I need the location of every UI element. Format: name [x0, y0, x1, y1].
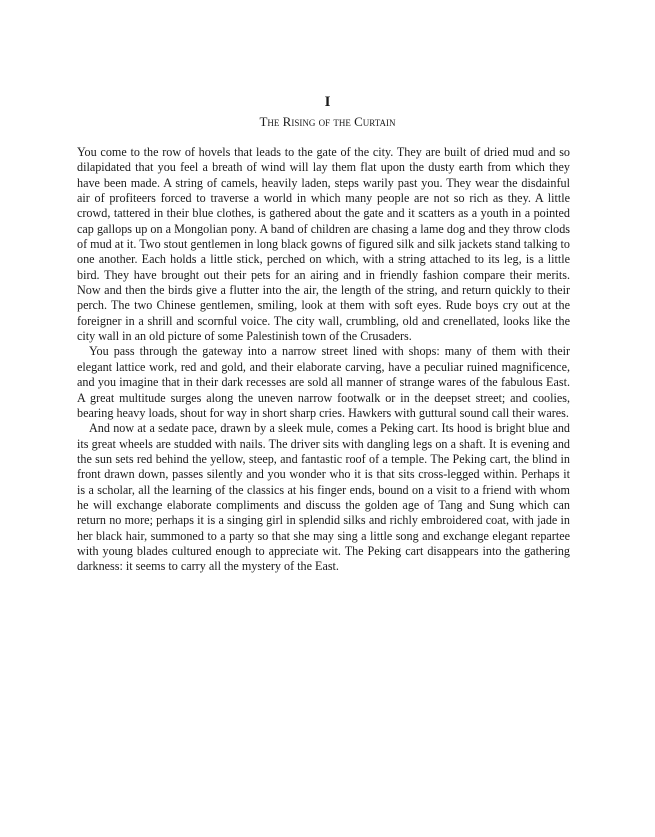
paragraph-1: You come to the row of hovels that leads to the gate of the city. They are built of dried mud and so dilapidated that you feel a breath of wind will lay them flat upon the dusty earth from which they have been made. A string of camels, heavily laden, steps warily past you. They wear the disdainful air of profiteers forced to traverse a world in which many people are not so rich as they. A little crowd, tattered in their blue clothes, is gathered about the gate and it scatters as a youth in a pointed cap gallops up on a Mongolian pony. A band of children are chasing a lame dog and they throw clods of mud at it. Two stout gentlemen in long black gowns of figured silk and silk jackets stand talking to one another. Each holds a little stick, perched on which, with a string attached to its leg, is a little bird. They have brought out their pets for an airing and in friendly fashion compare their merits. Now and then the birds give a flutter into the air, the length of the string, and return quickly to their perch. The two Chinese gentlemen, smiling, look at them with soft eyes. Rude boys cry out at the foreigner in a shrill and scornful voice. The city wall, crumbling, old and crenellated, looks like the city wall in an old picture of some Palestinish town of the Crusaders.: [77, 145, 570, 344]
paragraph-3: And now at a sedate pace, drawn by a sleek mule, comes a Peking cart. Its hood is bright blue and its great wheels are studded with nails. The driver sits with dangling legs on a shaft. It is evening and the sun sets red behind the yellow, steep, and fantastic roof of a temple. The Peking cart, the blind in front drawn down, passes silently and you wonder who it is that sits cross-legged within. Perhaps it is a scholar, all the learning of the classics at his finger ends, bound on a visit to a friend with whom he will exchange elaborate compliments and discuss the golden age of Tang and Sung which can return no more; perhaps it is a singing girl in splendid silks and richly embroidered coat, with jade in her black hair, summoned to a party so that she may sing a little song and exchange elegant repartee with young blades cultured enough to appreciate wit. The Peking cart disappears into the gathering darkness: it seems to carry all the mystery of the East.: [77, 421, 570, 574]
chapter-title: The Rising of the Curtain: [259, 114, 396, 129]
chapter-body: [77, 145, 570, 575]
chapter-number: I: [324, 94, 331, 110]
paragraph-2: You pass through the gateway into a narrow street lined with shops: many of them with their elegant lattice work, red and gold, and their elaborate carving, have a peculiar ruined magnificence, and you imagine that in their dark recesses are sold all manner of strange wares of the fabulous East. A great multitude surges along the uneven narrow footwalk or in the deepset street; and coolies, bearing heavy loads, shout for way in short sharp cries. Hawkers with guttural sound call their wares.: [77, 344, 570, 420]
